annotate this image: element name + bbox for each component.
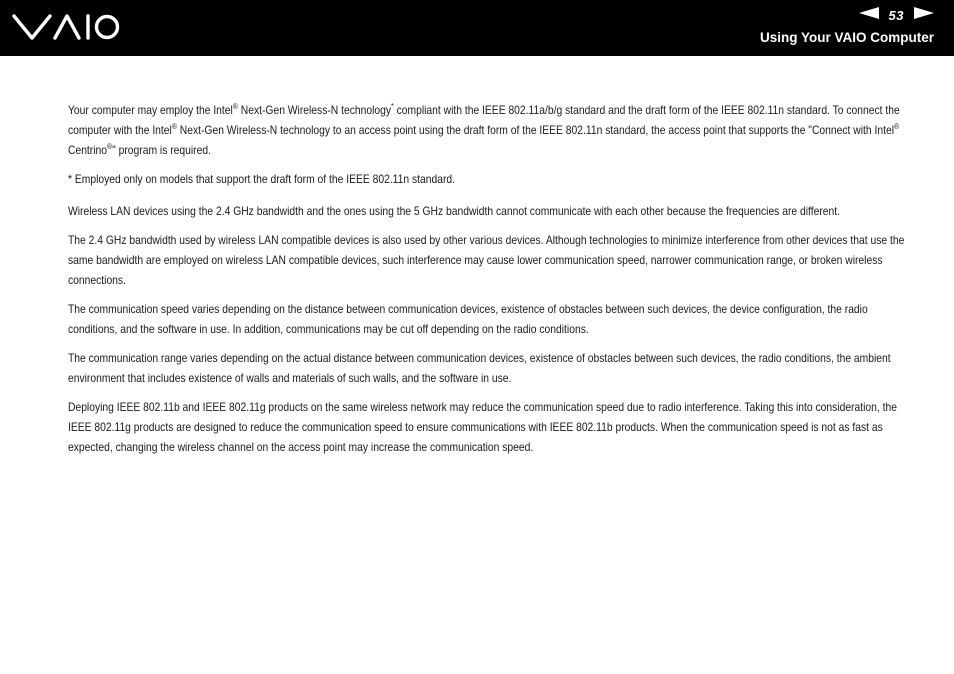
text-run: Centrino — [68, 143, 108, 157]
section-title: Using Your VAIO Computer — [759, 30, 934, 45]
next-page-arrow-icon[interactable] — [914, 6, 934, 24]
text-run: Next-Gen Wireless-N technology to an access point using the draft form of the IEEE 802.11n standard, the access point that supports the "Connect with Intel — [176, 123, 895, 137]
paragraph-mixed-products: Deploying IEEE 802.11b and IEEE 802.11g products on the same wireless network may reduce the communication speed due to radio interference. Taking this into consideration, the IEEE 802.11g products are designed to reduce the communication speed to ensure communications with IEEE 802.11b products. When the communication speed is not as fast as expected, changing the wireless channel on the access point may increase the communication speed. — [68, 400, 897, 454]
prev-page-arrow-icon[interactable] — [859, 6, 879, 24]
vaio-logo-icon — [12, 12, 120, 47]
text-run: Your computer may employ the Intel — [68, 103, 233, 117]
text-run: Next-Gen Wireless-N technology — [237, 103, 392, 117]
document-body — [68, 100, 914, 466]
page-number: 53 — [888, 7, 904, 23]
footnote-marker: * — [391, 102, 394, 111]
registered-mark: ® — [894, 122, 900, 131]
paragraph-interference: The 2.4 GHz bandwidth used by wireless LAN compatible devices is also used by other various devices. Although technologies to minimize interference from other devices that use the same bandwidth are employed on wireless LAN compatible devices, such interference may cause lower communication speed, narrower communication range, or broken wireless connections. — [68, 233, 905, 287]
text-run: compliant with the IEEE 802.11a/b/g standard and the draft form of the IEEE 802.11n standard. To connect the computer with the Intel — [68, 103, 900, 137]
text-run: " program is required. — [112, 143, 211, 157]
footnote: * Employed only on models that support the draft form of the IEEE 802.11n standard. — [68, 172, 456, 186]
paragraph-bandwidth: Wireless LAN devices using the 2.4 GHz bandwidth and the ones using the 5 GHz bandwidth cannot communicate with each other because the frequencies are different. — [68, 204, 840, 218]
paragraph-speed: The communication speed varies depending on the distance between communication devices, existence of obstacles between such devices, the device configuration, the radio conditions, and the software in use. In addition, communications may be cut off depending on the radio conditions. — [68, 302, 868, 336]
paragraph-intel-wireless — [68, 100, 914, 160]
page-header — [0, 0, 954, 56]
registered-mark: ® — [171, 122, 177, 131]
page-navigator — [859, 7, 934, 23]
registered-mark: ® — [232, 102, 238, 111]
registered-mark: ® — [107, 142, 113, 151]
paragraph-range: The communication range varies depending on the actual distance between communication devices, existence of obstacles between such devices, the radio conditions, the ambient environment that includes existence of walls and materials of such walls, and the software in use. — [68, 351, 891, 385]
